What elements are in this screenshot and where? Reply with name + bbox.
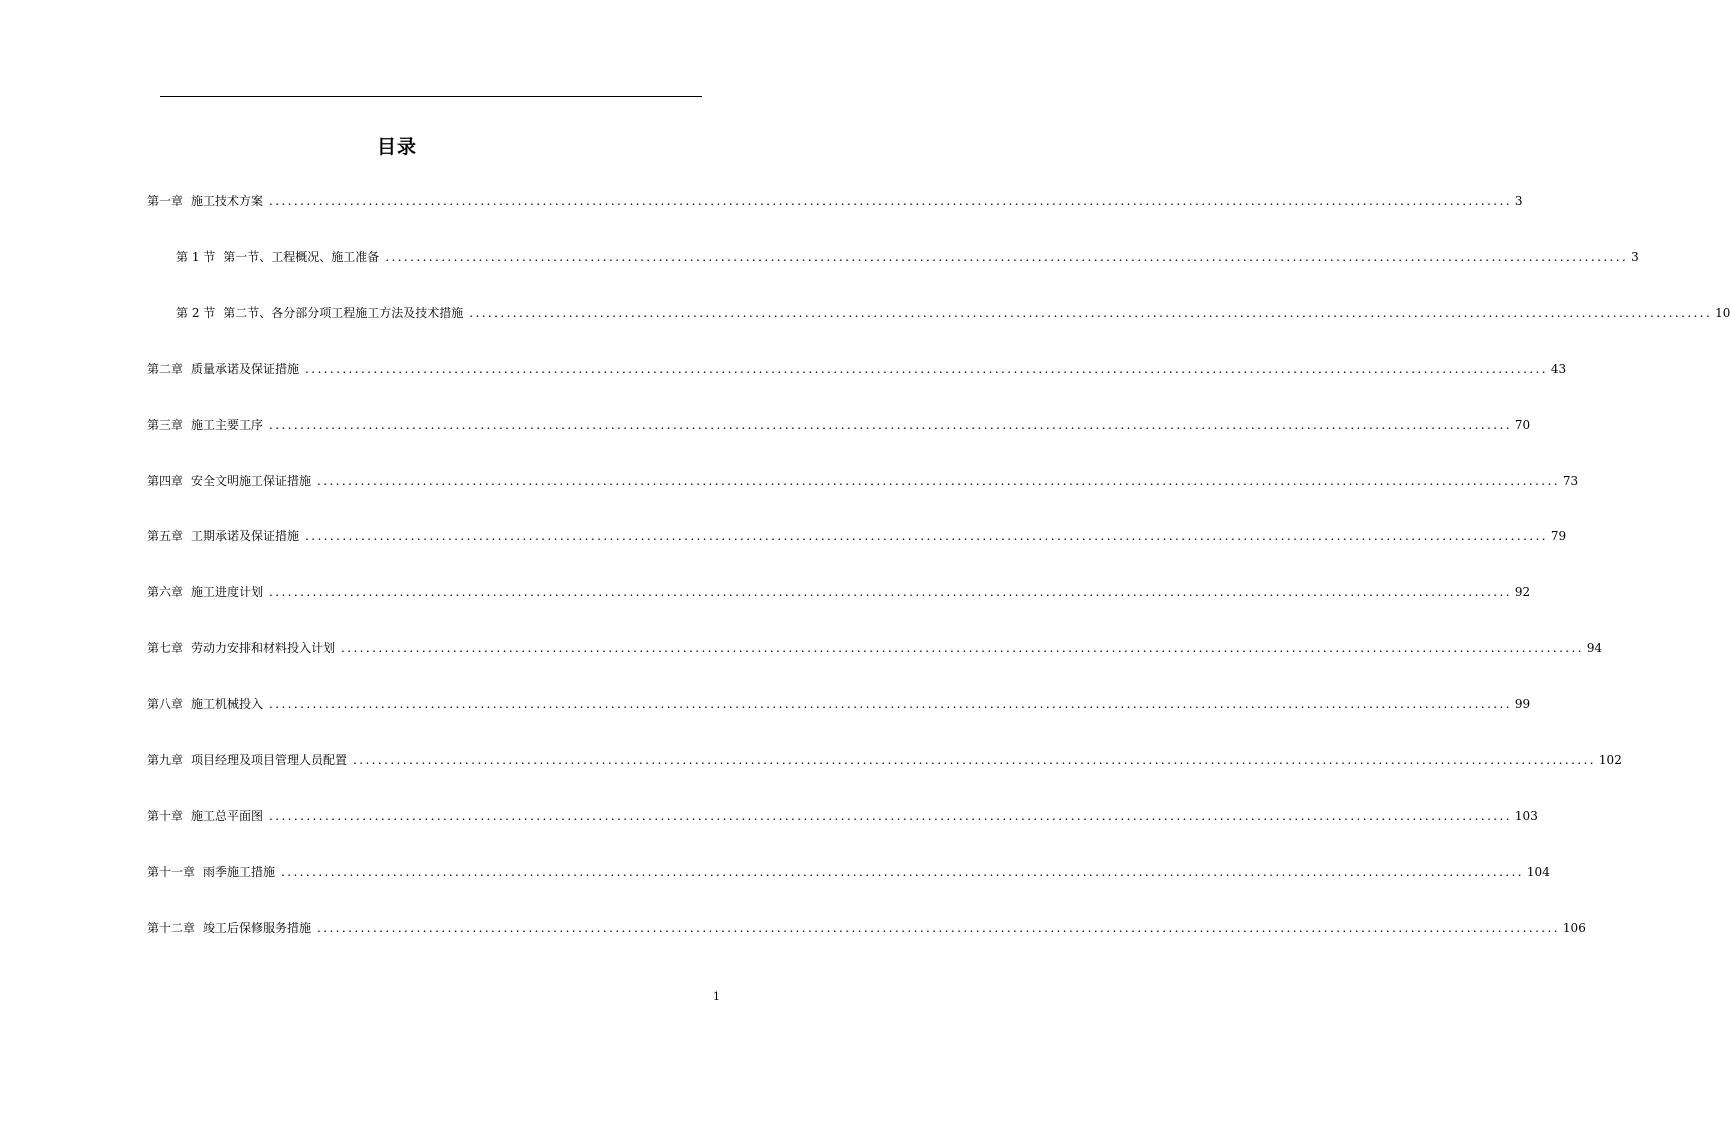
toc-entry-label: 第二章 [147,362,184,376]
toc-dot-leader: ........................................................................................................................................................................................................ [353,753,1596,767]
toc-dot-leader: ........................................................................................................................................................................................................ [317,474,1560,488]
toc-entry-label: 第十二章 [147,921,196,935]
toc-entry-page: 3 [1631,250,1639,264]
toc-dot-leader: ........................................................................................................................................................................................................ [305,529,1548,543]
toc-entry[interactable] [147,694,1531,714]
toc-dot-leader: ........................................................................................................................................................................................................ [269,418,1512,432]
toc-entry[interactable] [147,638,1603,658]
toc-entry[interactable] [176,247,1639,267]
toc-entry-text: 竣工后保修服务措施 [203,921,312,935]
toc-entry-text: 第一节、工程概况、施工准备 [223,250,380,264]
toc-entry-text: 雨季施工措施 [203,865,276,879]
toc-entry-page: 3 [1514,194,1523,208]
toc-entry-text: 工期承诺及保证措施 [191,529,300,543]
toc-entry-text: 施工进度计划 [191,585,264,599]
toc-entry-label: 第 1 节 [176,250,216,264]
toc-entry-page: 99 [1514,697,1531,711]
toc-entry[interactable] [147,359,1567,379]
toc-dot-leader: ........................................................................................................................................................................................................ [281,865,1524,879]
toc-entry[interactable] [147,471,1579,491]
toc-entry-page: 94 [1586,641,1603,655]
toc-entry[interactable] [147,918,1586,938]
toc-entry-label: 第七章 [147,641,184,655]
toc-entry-text: 劳动力安排和材料投入计划 [191,641,336,655]
toc-dot-leader: ........................................................................................................................................................................................................ [385,250,1629,264]
toc-entry-text: 安全文明施工保证措施 [191,474,312,488]
toc-dot-leader: ........................................................................................................................................................................................................ [317,921,1560,935]
toc-entry-text: 施工主要工序 [191,418,264,432]
toc-entry[interactable] [176,303,1730,323]
toc-dot-leader: ........................................................................................................................................................................................................ [305,362,1548,376]
toc-entry[interactable] [147,806,1538,826]
toc-entry-label: 第 2 节 [176,306,216,320]
toc-entry-label: 第六章 [147,585,184,599]
toc-dot-leader: ........................................................................................................................................................................................................ [269,585,1512,599]
toc-entry-label: 第五章 [147,529,184,543]
toc-dot-leader: ........................................................................................................................................................................................................ [269,697,1512,711]
page-number: 1 [713,990,720,1003]
toc-entry-text: 项目经理及项目管理人员配置 [191,753,348,767]
toc-title: 目录 [376,136,417,158]
toc-entry-page: 102 [1598,753,1622,767]
toc-entry[interactable] [147,750,1622,770]
toc-entry-label: 第八章 [147,697,184,711]
toc-entry-text: 施工技术方案 [191,194,264,208]
toc-entry[interactable] [147,582,1531,602]
toc-entry-page: 73 [1562,474,1579,488]
toc-entry-text: 施工机械投入 [191,697,264,711]
toc-dot-leader: ........................................................................................................................................................................................................ [269,809,1512,823]
toc-entry-label: 第四章 [147,474,184,488]
toc-entry-label: 第九章 [147,753,184,767]
toc-entry-label: 第一章 [147,194,184,208]
toc-entry[interactable] [147,415,1531,435]
toc-entry-page: 106 [1562,921,1586,935]
toc-entry-text: 质量承诺及保证措施 [191,362,300,376]
toc-entry-page: 70 [1514,418,1531,432]
toc-entry-text: 第二节、各分部分项工程施工方法及技术措施 [223,306,464,320]
toc-entry-page: 104 [1526,865,1550,879]
toc-entry[interactable] [147,191,1523,211]
toc-entry-page: 79 [1550,529,1567,543]
toc-dot-leader: ........................................................................................................................................................................................................ [469,306,1713,320]
toc-entry-label: 第三章 [147,418,184,432]
toc-entry-page: 10 [1715,306,1730,320]
toc-entry-page: 103 [1514,809,1538,823]
toc-entry[interactable] [147,526,1567,546]
toc-entry-label: 第十一章 [147,865,196,879]
toc-entry[interactable] [147,862,1550,882]
toc-dot-leader: ........................................................................................................................................................................................................ [341,641,1584,655]
toc-entry-label: 第十章 [147,809,184,823]
toc-dot-leader: ........................................................................................................................................................................................................ [269,194,1512,208]
toc-entry-page: 92 [1514,585,1531,599]
toc-entry-text: 施工总平面图 [191,809,264,823]
toc-entry-page: 43 [1550,362,1567,376]
